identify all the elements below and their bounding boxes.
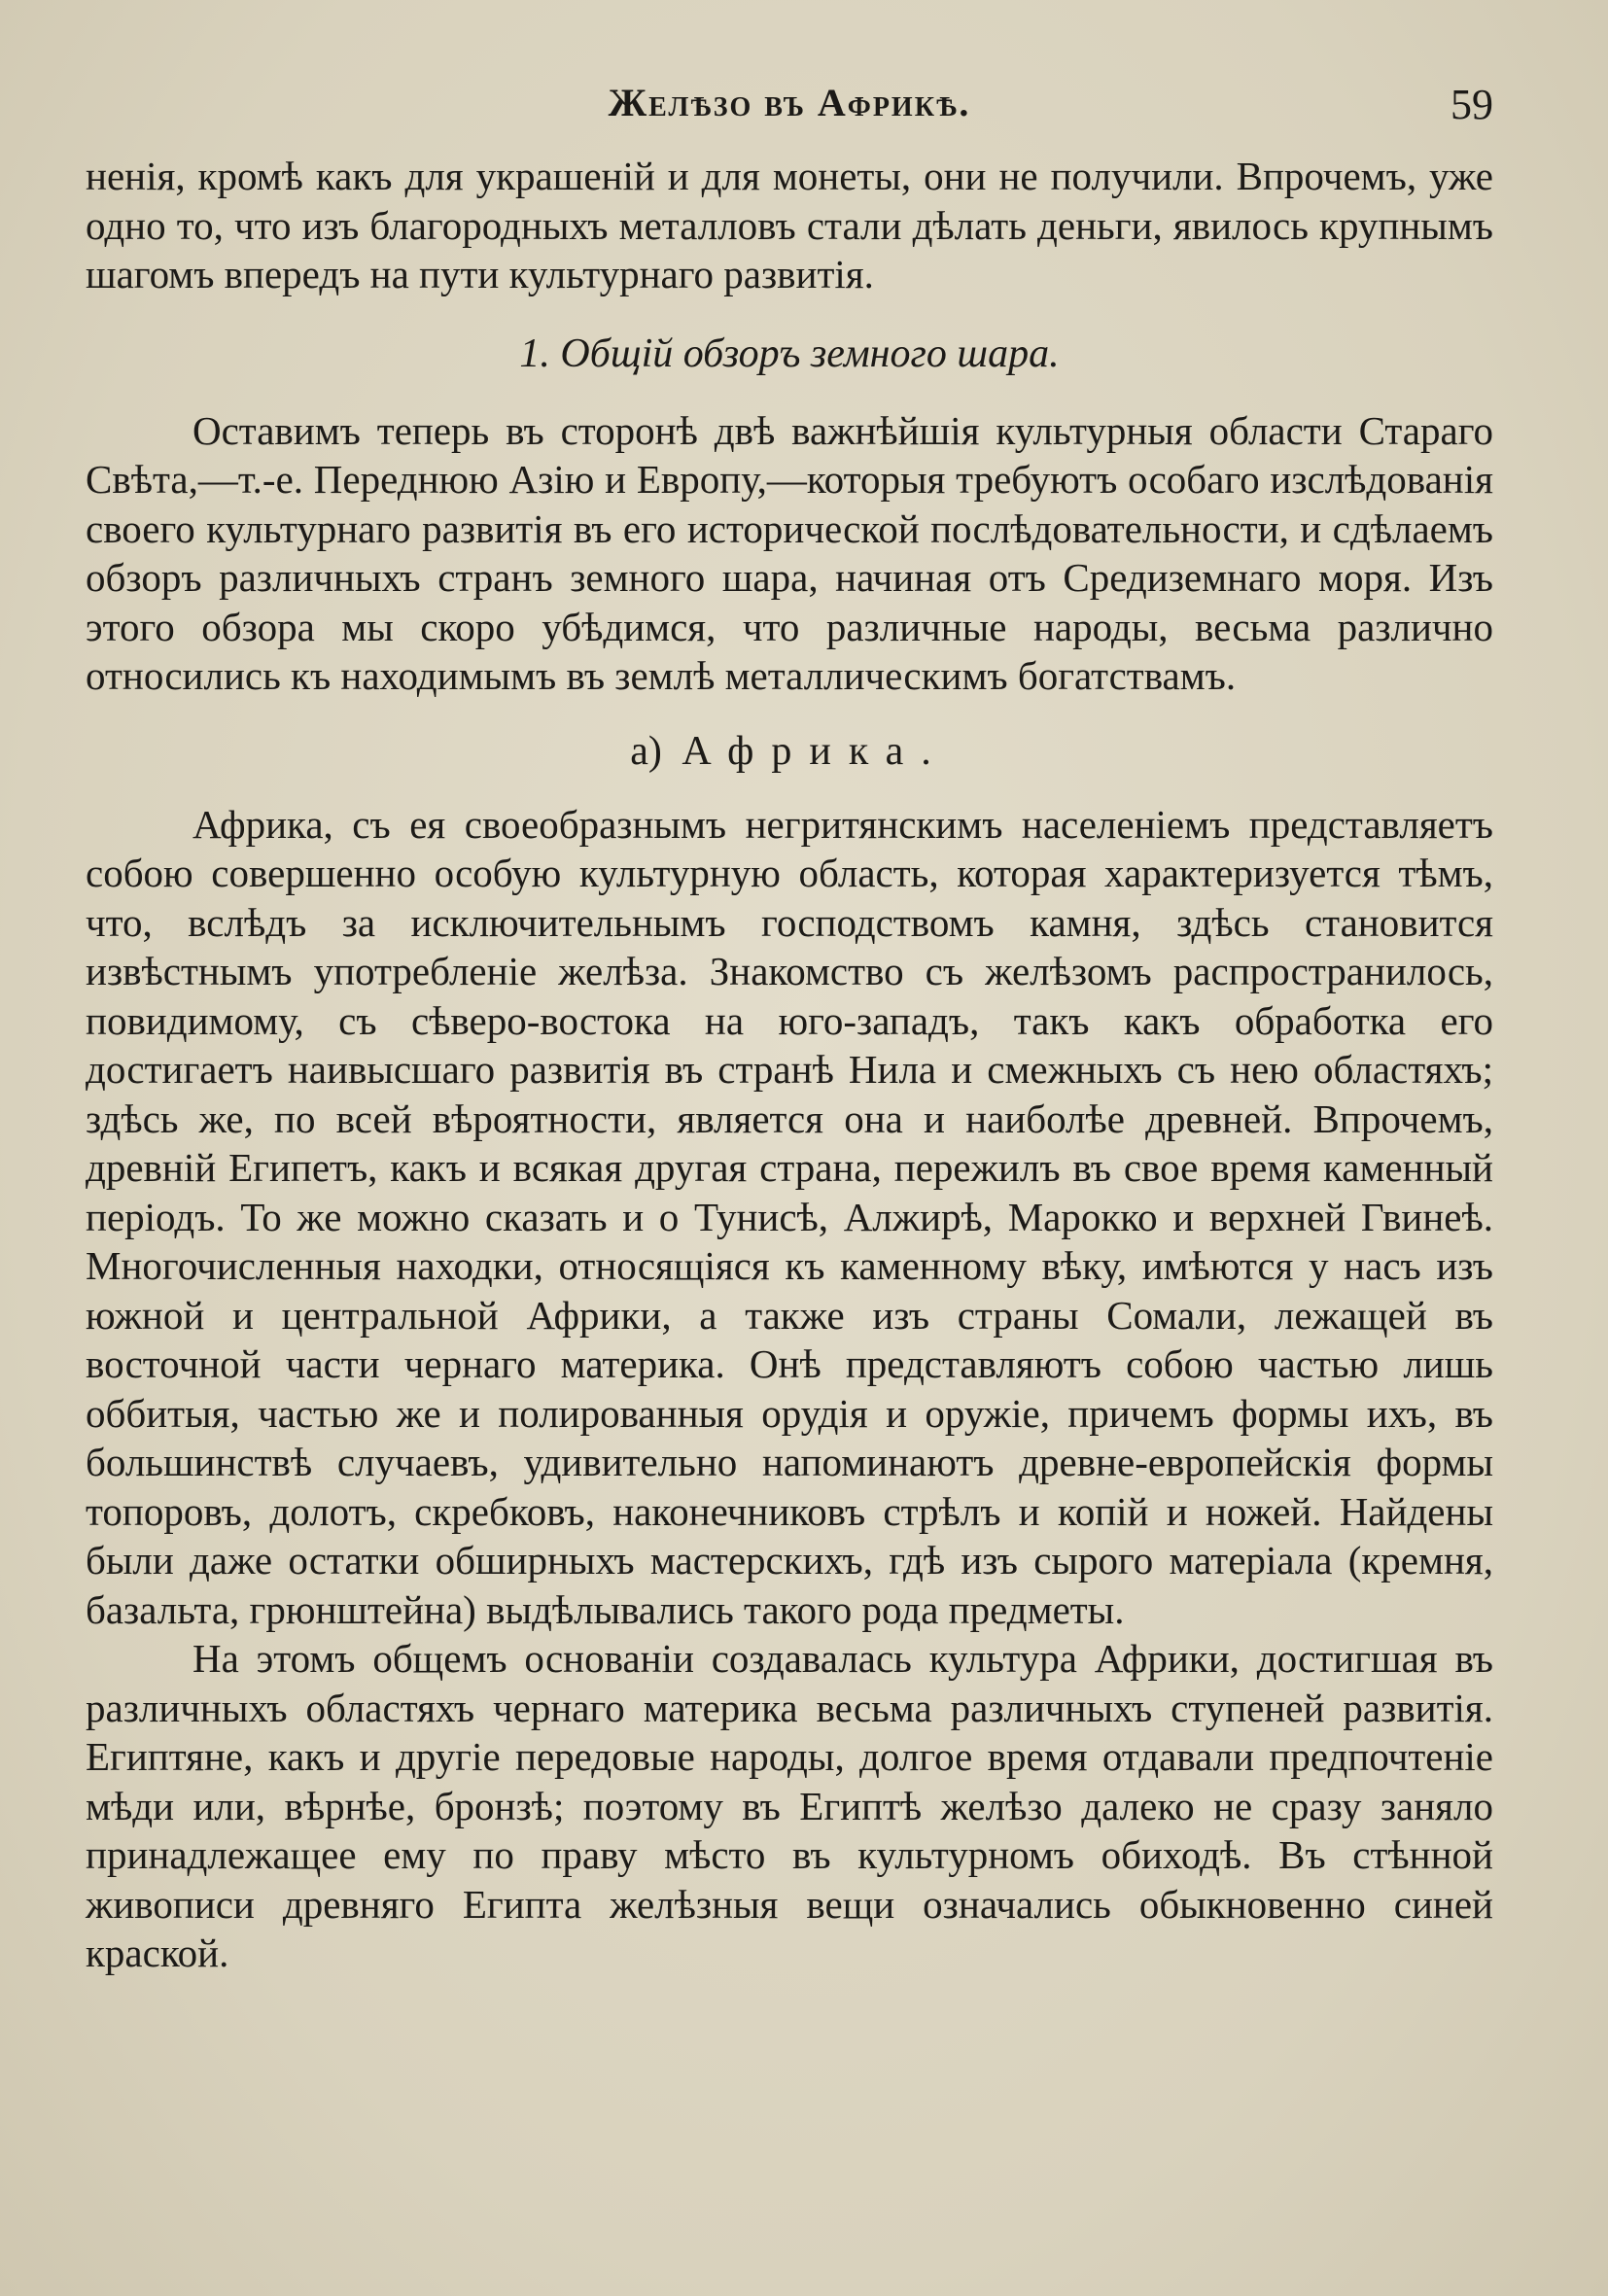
paragraph-culture: На этомъ общемъ основаніи создавалась культура Африки, достигшая въ различныхъ областяхъ чернаго материка весьма различныхъ ступеней развитія. Египтяне, какъ и другіе передовые народы, долгое время отдавали предпочтеніе мѣди или, вѣрнѣе, бронзѣ; поэтому въ Египтѣ желѣзо далеко не сразу заняло принадлежащее ему по праву мѣсто въ культурномъ обиходѣ. Въ стѣнной живописи древняго Египта желѣзныя вещи означались обыкновенно синей краской. bbox=[86, 1636, 1493, 1975]
page-header bbox=[86, 80, 1493, 138]
body-text bbox=[86, 152, 1493, 1978]
paragraph-africa: Африка, съ ея своеобразнымъ негритянскимъ населеніемъ представляетъ собою совершенно особую культурную область, которая характеризуется тѣмъ, что, вслѣдъ за исключительнымъ господствомъ камня, здѣсь становится извѣстнымъ употребленіе желѣза. Знакомство съ желѣзомъ распространилось, повидимому, съ сѣверо-востока на юго-западъ, такъ какъ обработка его достигаетъ наивысшаго развитія въ странѣ Нила и смежныхъ съ нею областяхъ; здѣсь же, по всей вѣроятности, является она и наиболѣе древней. Впрочемъ, древній Египетъ, какъ и всякая другая страна, пережилъ въ свое время каменный періодъ. То же можно сказать и о Тунисѣ, Алжирѣ, Марокко и верхней Гвинеѣ. Многочисленныя находки, относящіяся къ каменному вѣку, имѣются у насъ изъ южной и центральной Африки, а также изъ страны Сомали, лежащей въ восточной части чернаго материка. Онѣ представляютъ собою частью лишь оббитыя, частью же и полированныя орудія и оружіе, причемъ формы ихъ, въ большинствѣ случаевъ, удивительно напоминаютъ древне-европейскія формы топоровъ, долотъ, скребковъ, наконечниковъ стрѣлъ и копій и ножей. Найдены были даже остатки обширныхъ мастерскихъ, гдѣ изъ сырого матеріала (кремня, базальта, грюнштейна) выдѣлывались такого рода предметы. bbox=[86, 801, 1493, 1632]
section-heading: 1. Общій обзоръ земного шара. bbox=[519, 330, 1060, 376]
subsection-heading bbox=[86, 726, 1493, 777]
running-head: Желѣзо въ Африкѣ. bbox=[608, 81, 971, 124]
subsection-title: Африка. bbox=[682, 728, 949, 774]
paragraph-continuation: ненія, кромѣ какъ для украшеній и для монеты, они не получили. Впрочемъ, уже одно то, что изъ благородныхъ металловъ стали дѣлать деньги, явилось крупнымъ шагомъ впередъ на пути культурнаго развитія. bbox=[86, 154, 1493, 296]
paragraph-overview: Оставимъ теперь въ сторонѣ двѣ важнѣйшія культурныя области Стараго Свѣта,—т.-е. Переднюю Азію и Европу,—которыя требуютъ особаго изслѣдованія своего культурнаго развитія въ его исторической послѣдовательности, и сдѣлаемъ обзоръ различныхъ странъ земного шара, начиная отъ Средиземнаго моря. Изъ этого обзора мы скоро убѣдимся, что различные народы, весьма различно относились къ находимымъ въ землѣ металлическимъ богатствамъ. bbox=[86, 407, 1493, 698]
page-number: 59 bbox=[1451, 81, 1493, 128]
subsection-letter: a) bbox=[630, 728, 662, 774]
